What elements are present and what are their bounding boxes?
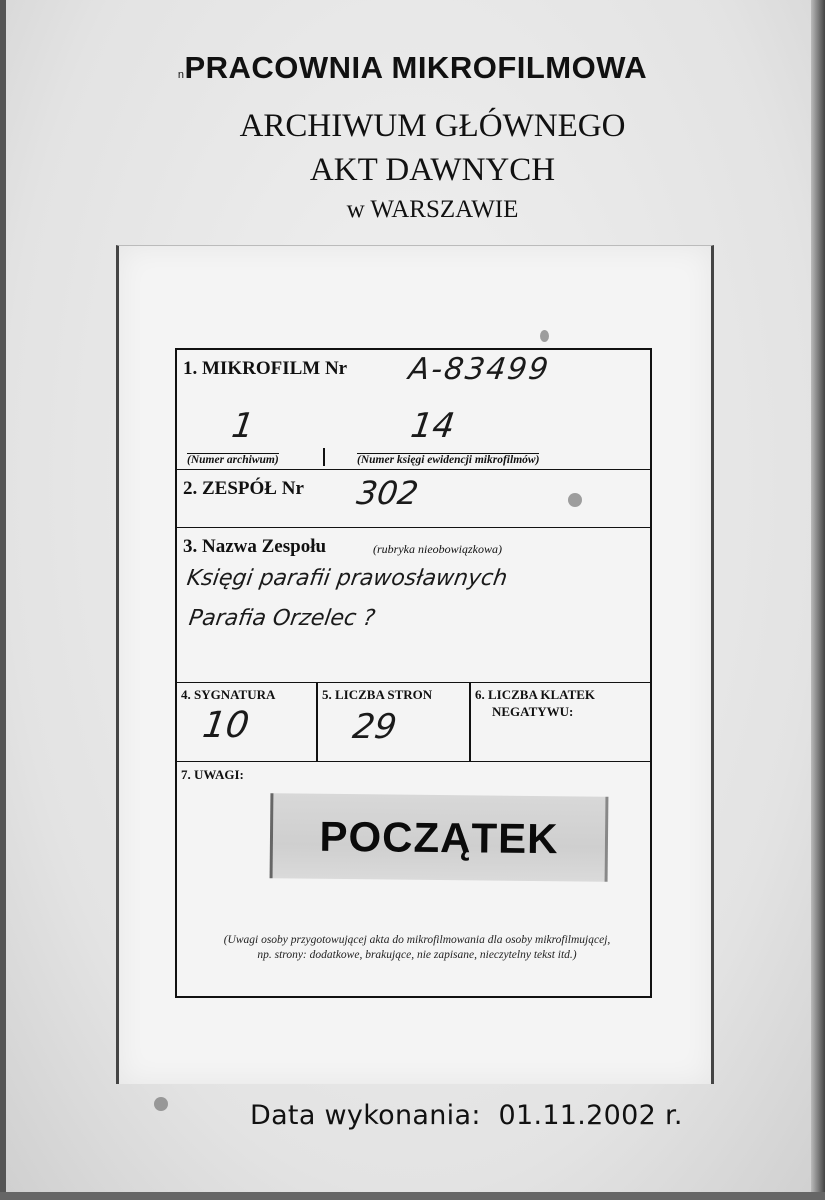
prefix-mark: n — [177, 69, 185, 81]
signature-label: 4. SYGNATURA — [181, 687, 276, 702]
execution-date — [250, 1100, 683, 1131]
archive-name-line2: AKT DAWNYCH — [309, 152, 556, 188]
page-count-label: 5. LICZBA STRON — [322, 687, 433, 702]
archive-name-line1: ARCHIWUM GŁÓWNEGO — [239, 108, 626, 144]
remarks-instructions-line2: np. strony: dodatkowe, brakujące, nie zapisane, nieczytelny tekst itd.) — [257, 949, 577, 961]
execution-date-value: 01.11.2002 r. — [498, 1100, 683, 1131]
collection-name-value-line1: Księgi parafii prawosławnych — [185, 566, 509, 591]
row-collection-name — [177, 528, 650, 683]
beginning-stamp — [270, 793, 609, 882]
row-signature-pages-frames — [177, 683, 650, 762]
frame-count-label-line2: NEGATYWU: — [492, 704, 574, 719]
cell-divider — [469, 683, 471, 761]
microfilm-form — [175, 348, 652, 998]
collection-number-label: 2. ZESPÓŁ Nr — [183, 478, 304, 499]
remarks-instructions-line1: (Uwagi osoby przygotowującej akta do mikrofilmowania dla osoby mikrofilmującej, — [223, 934, 611, 946]
collection-name-note: (rubryka nieobowiązkowa) — [373, 542, 502, 556]
row-collection-number — [177, 470, 650, 528]
microfilm-number-label: 1. MIKROFILM Nr — [183, 358, 348, 379]
archive-city-line: w WARSZAWIE — [346, 196, 519, 223]
cell-divider — [316, 683, 318, 761]
lab-name-text: PRACOWNIA MIKROFILMOWA — [184, 50, 648, 85]
collection-name-label: 3. Nazwa Zespołu — [183, 536, 327, 557]
dust-speck — [540, 330, 549, 342]
archive-number-value: 1 — [229, 406, 257, 446]
film-edge-bottom — [0, 1192, 825, 1200]
lab-name-heading — [0, 50, 825, 86]
page-count-value: 29 — [350, 707, 400, 747]
execution-date-label: Data wykonania: — [250, 1100, 481, 1131]
frame-count-label-line1: 6. LICZBA KLATEK — [475, 687, 596, 702]
collection-name-value-line2: Parafia Orzelec ? — [187, 606, 377, 631]
caption-divider — [323, 448, 325, 466]
film-edge-left — [0, 0, 6, 1200]
microfilm-number-value: A-83499 — [406, 352, 553, 387]
remarks-instructions — [184, 933, 650, 963]
beginning-stamp-text: POCZĄTEK — [319, 812, 559, 862]
remarks-label: 7. UWAGI: — [181, 767, 244, 782]
register-number-caption: (Numer księgi ewidencji mikrofilmów) — [357, 454, 540, 466]
register-number-value: 14 — [408, 406, 458, 446]
row-microfilm-number — [177, 350, 650, 470]
signature-value: 10 — [200, 705, 252, 746]
archive-number-caption: (Numer archiwum) — [187, 454, 279, 466]
dust-speck — [154, 1097, 168, 1111]
collection-number-value: 302 — [354, 474, 421, 512]
